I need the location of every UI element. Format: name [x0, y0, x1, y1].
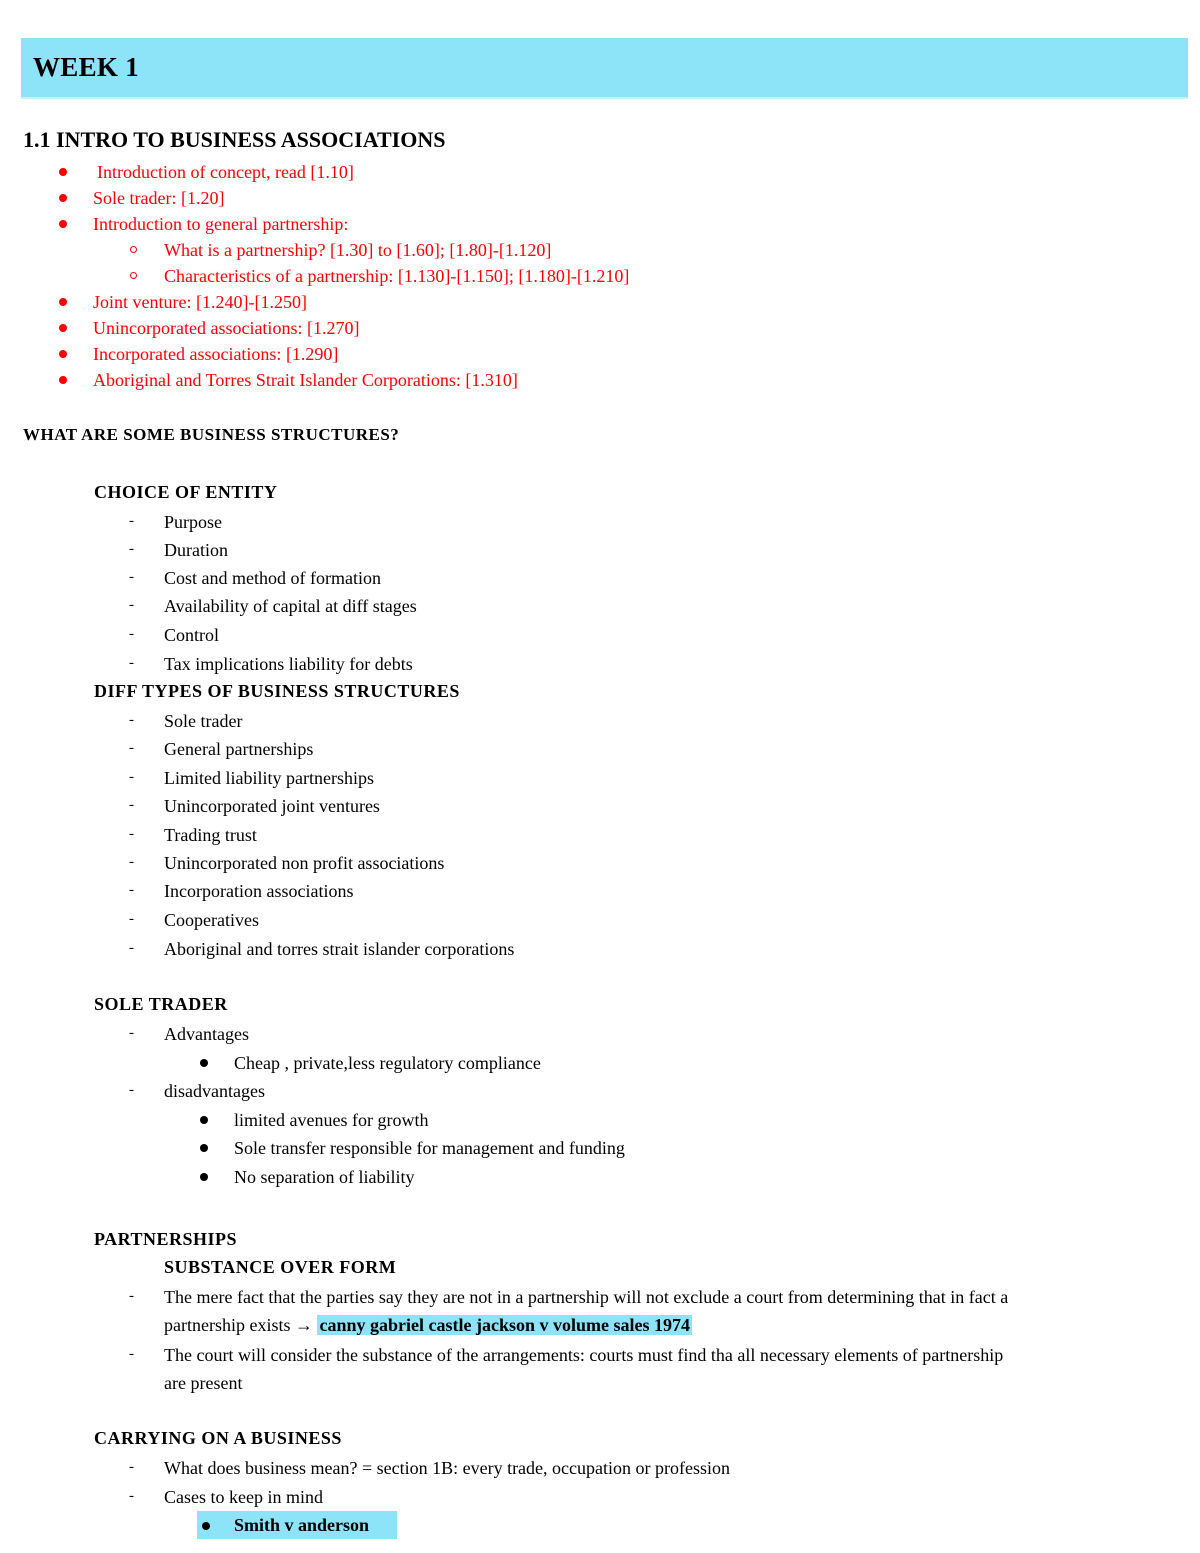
- dash-bullet: -: [129, 597, 134, 613]
- bullet-icon: [59, 194, 67, 202]
- list-item: Incorporation associations: [164, 881, 354, 901]
- week-banner: [21, 38, 1188, 99]
- list-item: Introduction to general partnership:: [93, 214, 349, 234]
- list-item: Availability of capital at diff stages: [164, 596, 417, 616]
- list-item: Unincorporated associations: [1.270]: [93, 318, 360, 338]
- question-heading: WHAT ARE SOME BUSINESS STRUCTURES?: [23, 425, 400, 444]
- list-item: What is a partnership? [1.30] to [1.60]; [1.80]-[1.120]: [164, 240, 552, 260]
- dash-bullet: -: [129, 712, 134, 728]
- advantages-label: Advantages: [164, 1024, 249, 1044]
- dash-bullet: -: [129, 1288, 134, 1304]
- dash-bullet: -: [129, 655, 134, 671]
- dash-bullet: -: [129, 1346, 134, 1362]
- dash-bullet: -: [129, 740, 134, 756]
- case-name: Smith v anderson: [234, 1515, 370, 1535]
- list-item: Sole trader: [1.20]: [93, 188, 225, 208]
- list-item: Characteristics of a partnership: [1.130]-[1.150]; [1.180]-[1.210]: [164, 266, 630, 286]
- list-item: Trading trust: [164, 825, 257, 845]
- list-item: What does business mean? = section 1B: every trade, occupation or profession: [164, 1458, 730, 1478]
- dash-bullet: -: [129, 854, 134, 870]
- paragraph-line: The court will consider the substance of the arrangements: courts must find tha all necessary elements of partnership: [164, 1345, 1004, 1365]
- substance-heading: SUBSTANCE OVER FORM: [164, 1257, 397, 1277]
- list-item: Cheap , private,less regulatory compliance: [234, 1053, 541, 1073]
- list-item: Control: [164, 625, 220, 645]
- list-item: Purpose: [164, 512, 222, 532]
- list-item: Incorporated associations: [1.290]: [93, 344, 339, 364]
- list-item: Duration: [164, 540, 228, 560]
- sole-trader-heading: SOLE TRADER: [94, 994, 228, 1014]
- bullet-icon: [59, 324, 67, 332]
- dash-bullet: -: [129, 911, 134, 927]
- types-heading: DIFF TYPES OF BUSINESS STRUCTURES: [94, 681, 460, 701]
- dash-bullet: -: [129, 882, 134, 898]
- bullet-icon: [59, 220, 67, 228]
- dash-bullet: -: [129, 626, 134, 642]
- dash-bullet: -: [129, 769, 134, 785]
- list-item: Limited liability partnerships: [164, 768, 374, 788]
- list-item: Aboriginal and torres strait islander corporations: [164, 939, 515, 959]
- dash-bullet: -: [129, 1082, 134, 1098]
- case-citation-highlight: canny gabriel castle jackson v volume sales 1974: [319, 1315, 690, 1335]
- dash-bullet: -: [129, 1025, 134, 1041]
- list-item: Aboriginal and Torres Strait Islander Corporations: [1.310]: [93, 370, 518, 390]
- paragraph-text: partnership exists →: [164, 1315, 313, 1335]
- list-item: Tax implications liability for debts: [164, 654, 413, 674]
- list-item: Sole transfer responsible for management and funding: [234, 1138, 625, 1158]
- choice-heading: CHOICE OF ENTITY: [94, 482, 278, 502]
- bullet-icon: [59, 350, 67, 358]
- dash-bullet: -: [129, 940, 134, 956]
- dash-bullet: -: [129, 797, 134, 813]
- bullet-icon: [200, 1116, 208, 1124]
- bullet-icon: [200, 1173, 208, 1181]
- partnerships-heading: PARTNERSHIPS: [94, 1229, 238, 1249]
- disadvantages-label: disadvantages: [164, 1081, 265, 1101]
- list-item: Joint venture: [1.240]-[1.250]: [93, 292, 307, 312]
- dash-bullet: -: [129, 826, 134, 842]
- list-item: Unincorporated joint ventures: [164, 796, 380, 816]
- list-item: General partnerships: [164, 739, 314, 759]
- bullet-icon: [200, 1059, 208, 1067]
- list-item: Cooperatives: [164, 910, 259, 930]
- circle-bullet-icon: [130, 272, 137, 279]
- list-item: Unincorporated non profit associations: [164, 853, 445, 873]
- week-title: WEEK 1: [33, 52, 140, 82]
- list-item: limited avenues for growth: [234, 1110, 429, 1130]
- paragraph-line: The mere fact that the parties say they are not in a partnership will not exclude a court from determining that in fact a: [164, 1287, 1009, 1307]
- dash-bullet: -: [129, 513, 134, 529]
- bullet-icon: [200, 1144, 208, 1152]
- list-item: No separation of liability: [234, 1167, 415, 1187]
- dash-bullet: -: [129, 541, 134, 557]
- list-item: Sole trader: [164, 711, 243, 731]
- paragraph-line: [164, 1313, 692, 1337]
- bullet-icon: [59, 168, 67, 176]
- paragraph-line: are present: [164, 1373, 243, 1393]
- dash-bullet: -: [129, 569, 134, 585]
- list-item: Cost and method of formation: [164, 568, 381, 588]
- circle-bullet-icon: [130, 246, 137, 253]
- list-item: Cases to keep in mind: [164, 1487, 323, 1507]
- list-item: Introduction of concept, read [1.10]: [97, 162, 354, 182]
- bullet-icon: [59, 298, 67, 306]
- dash-bullet: -: [129, 1488, 134, 1504]
- dash-bullet: -: [129, 1459, 134, 1475]
- section-title: 1.1 INTRO TO BUSINESS ASSOCIATIONS: [23, 127, 446, 152]
- bullet-icon: [59, 376, 67, 384]
- carrying-heading: CARRYING ON A BUSINESS: [94, 1428, 342, 1448]
- bullet-icon: [202, 1522, 210, 1530]
